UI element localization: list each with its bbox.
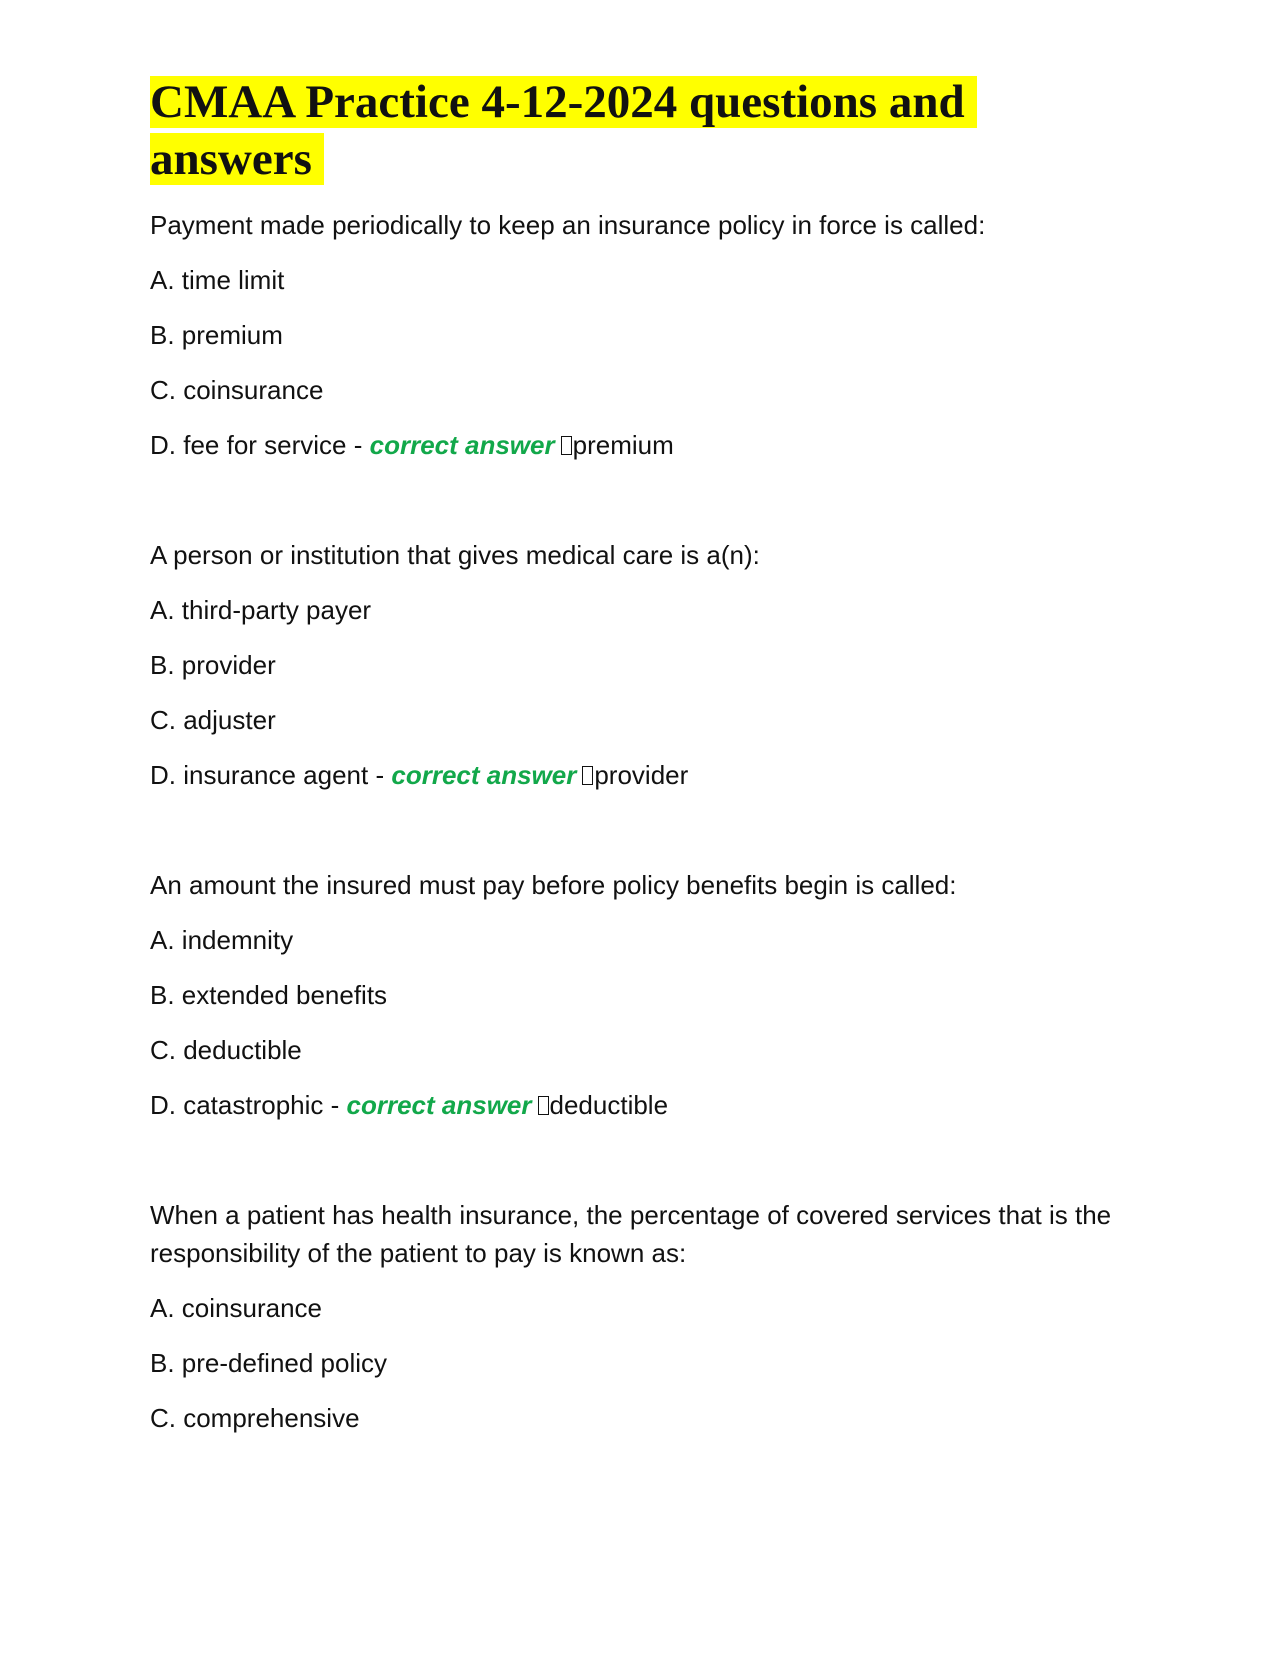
option-d-with-answer: [150, 756, 1130, 794]
question-block: [150, 536, 1130, 794]
title-line-1: CMAA Practice 4-12-2024 questions and: [150, 76, 977, 128]
correct-answer-value: provider: [594, 760, 689, 790]
option-a: A. coinsurance: [150, 1293, 322, 1323]
option-b: B. premium: [150, 320, 283, 350]
page-title: [150, 74, 1130, 188]
question-text: Payment made periodically to keep an insurance policy in force is called:: [150, 210, 986, 240]
question-block: [150, 206, 1130, 464]
question-text: An amount the insured must pay before policy benefits begin is called:: [150, 870, 957, 900]
correct-answer-label: correct answer: [391, 760, 577, 790]
option-d-with-answer: [150, 1086, 1130, 1124]
question-block: [150, 1196, 1130, 1437]
question-text: When a patient has health insurance, the percentage of covered services that is the responsibility of the patient to pay is known as:: [150, 1200, 1112, 1268]
document-page: [150, 74, 1130, 1437]
correct-answer-label: correct answer: [369, 430, 555, 460]
option-d-with-answer: [150, 426, 1130, 464]
title-line-2: answers: [150, 133, 324, 185]
option-c: C. adjuster: [150, 705, 276, 735]
option-a: A. third-party payer: [150, 595, 372, 625]
option-c: C. deductible: [150, 1035, 302, 1065]
option-c: C. coinsurance: [150, 375, 324, 405]
missing-glyph-icon: [561, 436, 572, 455]
correct-answer-value: premium: [572, 430, 674, 460]
option-b: B. provider: [150, 650, 276, 680]
missing-glyph-icon: [538, 1096, 549, 1115]
option-a: A. time limit: [150, 265, 285, 295]
correct-answer-label: correct answer: [346, 1090, 532, 1120]
question-block: [150, 866, 1130, 1124]
question-text: A person or institution that gives medical care is a(n):: [150, 540, 760, 570]
option-b: B. pre-defined policy: [150, 1348, 388, 1378]
option-c: C. comprehensive: [150, 1403, 360, 1433]
option-d: D. catastrophic -: [150, 1090, 347, 1120]
option-d: D. fee for service -: [150, 430, 370, 460]
missing-glyph-icon: [582, 766, 593, 785]
option-b: B. extended benefits: [150, 980, 388, 1010]
option-d: D. insurance agent -: [150, 760, 392, 790]
option-a: A. indemnity: [150, 925, 294, 955]
correct-answer-value: deductible: [549, 1090, 669, 1120]
